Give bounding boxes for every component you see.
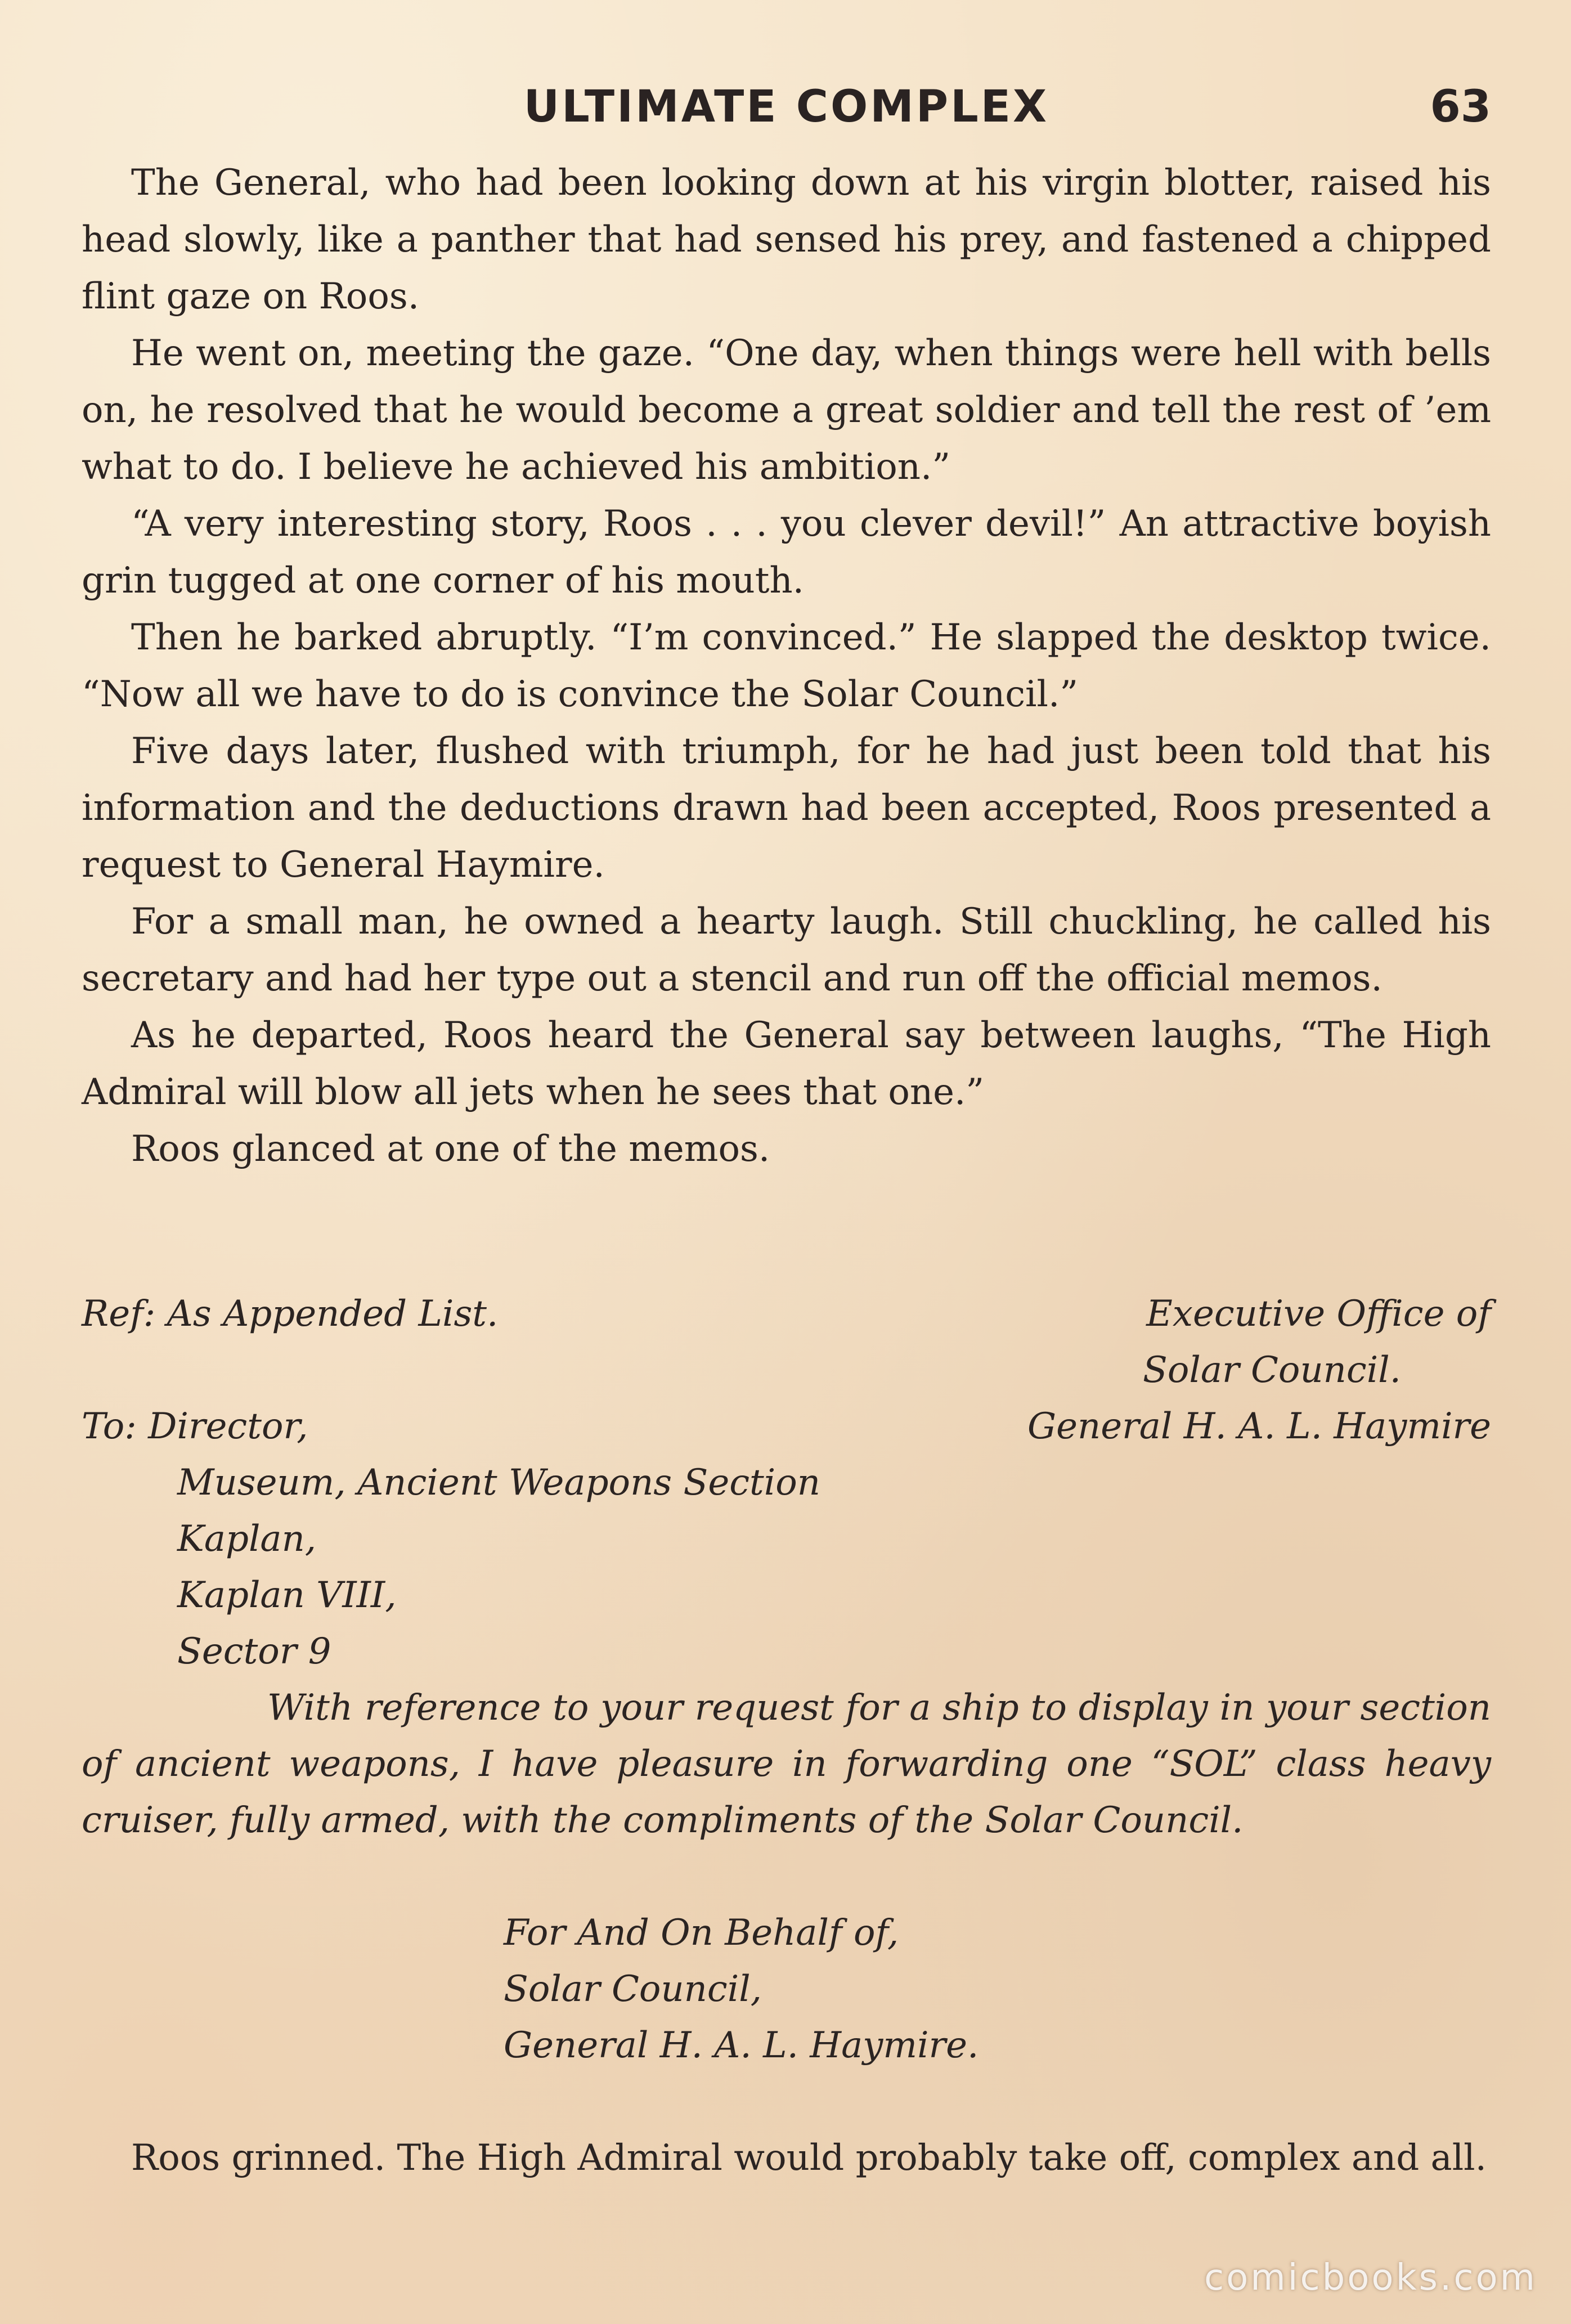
- memo-address-line: Museum, Ancient Weapons Section: [177, 1462, 820, 1504]
- memo-address-line: Sector 9: [177, 1631, 331, 1672]
- page-number: 63: [1430, 82, 1491, 132]
- memo-address-line: Kaplan VIII,: [177, 1574, 397, 1616]
- memo-office-line: Executive Office of: [1146, 1293, 1491, 1335]
- memo-reference: Ref: As Appended List.: [82, 1293, 499, 1335]
- memo-recipient-block: [82, 1398, 982, 1680]
- memo-office-line: General H. A. L. Haymire: [1027, 1406, 1491, 1447]
- paragraph: Roos glanced at one of the memos.: [131, 1128, 770, 1170]
- book-page: [82, 0, 1491, 2324]
- paragraph: For a small man, he owned a hearty laugh. Still chuckling, he called his secretary and had her type out a stencil and run off the official memos.: [82, 901, 1491, 999]
- paragraph: “A very interesting story, Roos . . . you clever devil!” An attractive boyish grin tugged at one corner of his mouth.: [82, 503, 1491, 602]
- paragraph: He went on, meeting the gaze. “One day, when things were hell with bells on, he resolved that he would become a great soldier and tell the rest of ’em what to do. I believe he achieved his ambition.”: [82, 333, 1491, 488]
- running-title: ULTIMATE COMPLEX: [523, 82, 1049, 132]
- closing-paragraph: Roos grinned. The High Admiral would probably take off, complex and all.: [131, 2137, 1487, 2179]
- paragraph: Five days later, flushed with triumph, for he had just been told that his information and the deductions drawn had been accepted, Roos presented a request to General Haymire.: [82, 730, 1491, 886]
- memo-signoff-line: General H. A. L. Haymire.: [504, 2025, 979, 2066]
- story-body: [82, 155, 1491, 1178]
- memo-signoff-line: Solar Council,: [504, 1968, 762, 2010]
- memo-sender-block: [1027, 1286, 1491, 1455]
- memo-message: With reference to your request for a ship to display in your section of ancient weapons, I have pleasure in forwarding one “SOL” class heavy cruiser, fully armed, with the compliments of the Solar Council.: [82, 1687, 1491, 1841]
- page-header: [82, 82, 1491, 138]
- watermark: comicbooks.com: [1204, 2257, 1537, 2299]
- memo-office-line: Solar Council.: [1143, 1349, 1401, 1391]
- memo-address-line: Kaplan,: [177, 1518, 317, 1560]
- memo-signoff: [504, 1905, 978, 2074]
- paragraph: Then he barked abruptly. “I’m convinced.” He slapped the desktop twice. “Now all we have to do is convince the Solar Council.”: [82, 617, 1491, 715]
- memo-signoff-line: For And On Behalf of,: [504, 1912, 899, 1954]
- memo-to-line: To: Director,: [82, 1406, 308, 1447]
- paragraph: The General, who had been looking down at his virgin blotter, raised his head slowly, like a panther that had sensed his prey, and fastened a chipped flint gaze on Roos.: [82, 162, 1491, 317]
- paragraph: As he departed, Roos heard the General say between laughs, “The High Admiral will blow all jets when he sees that one.”: [82, 1015, 1491, 1113]
